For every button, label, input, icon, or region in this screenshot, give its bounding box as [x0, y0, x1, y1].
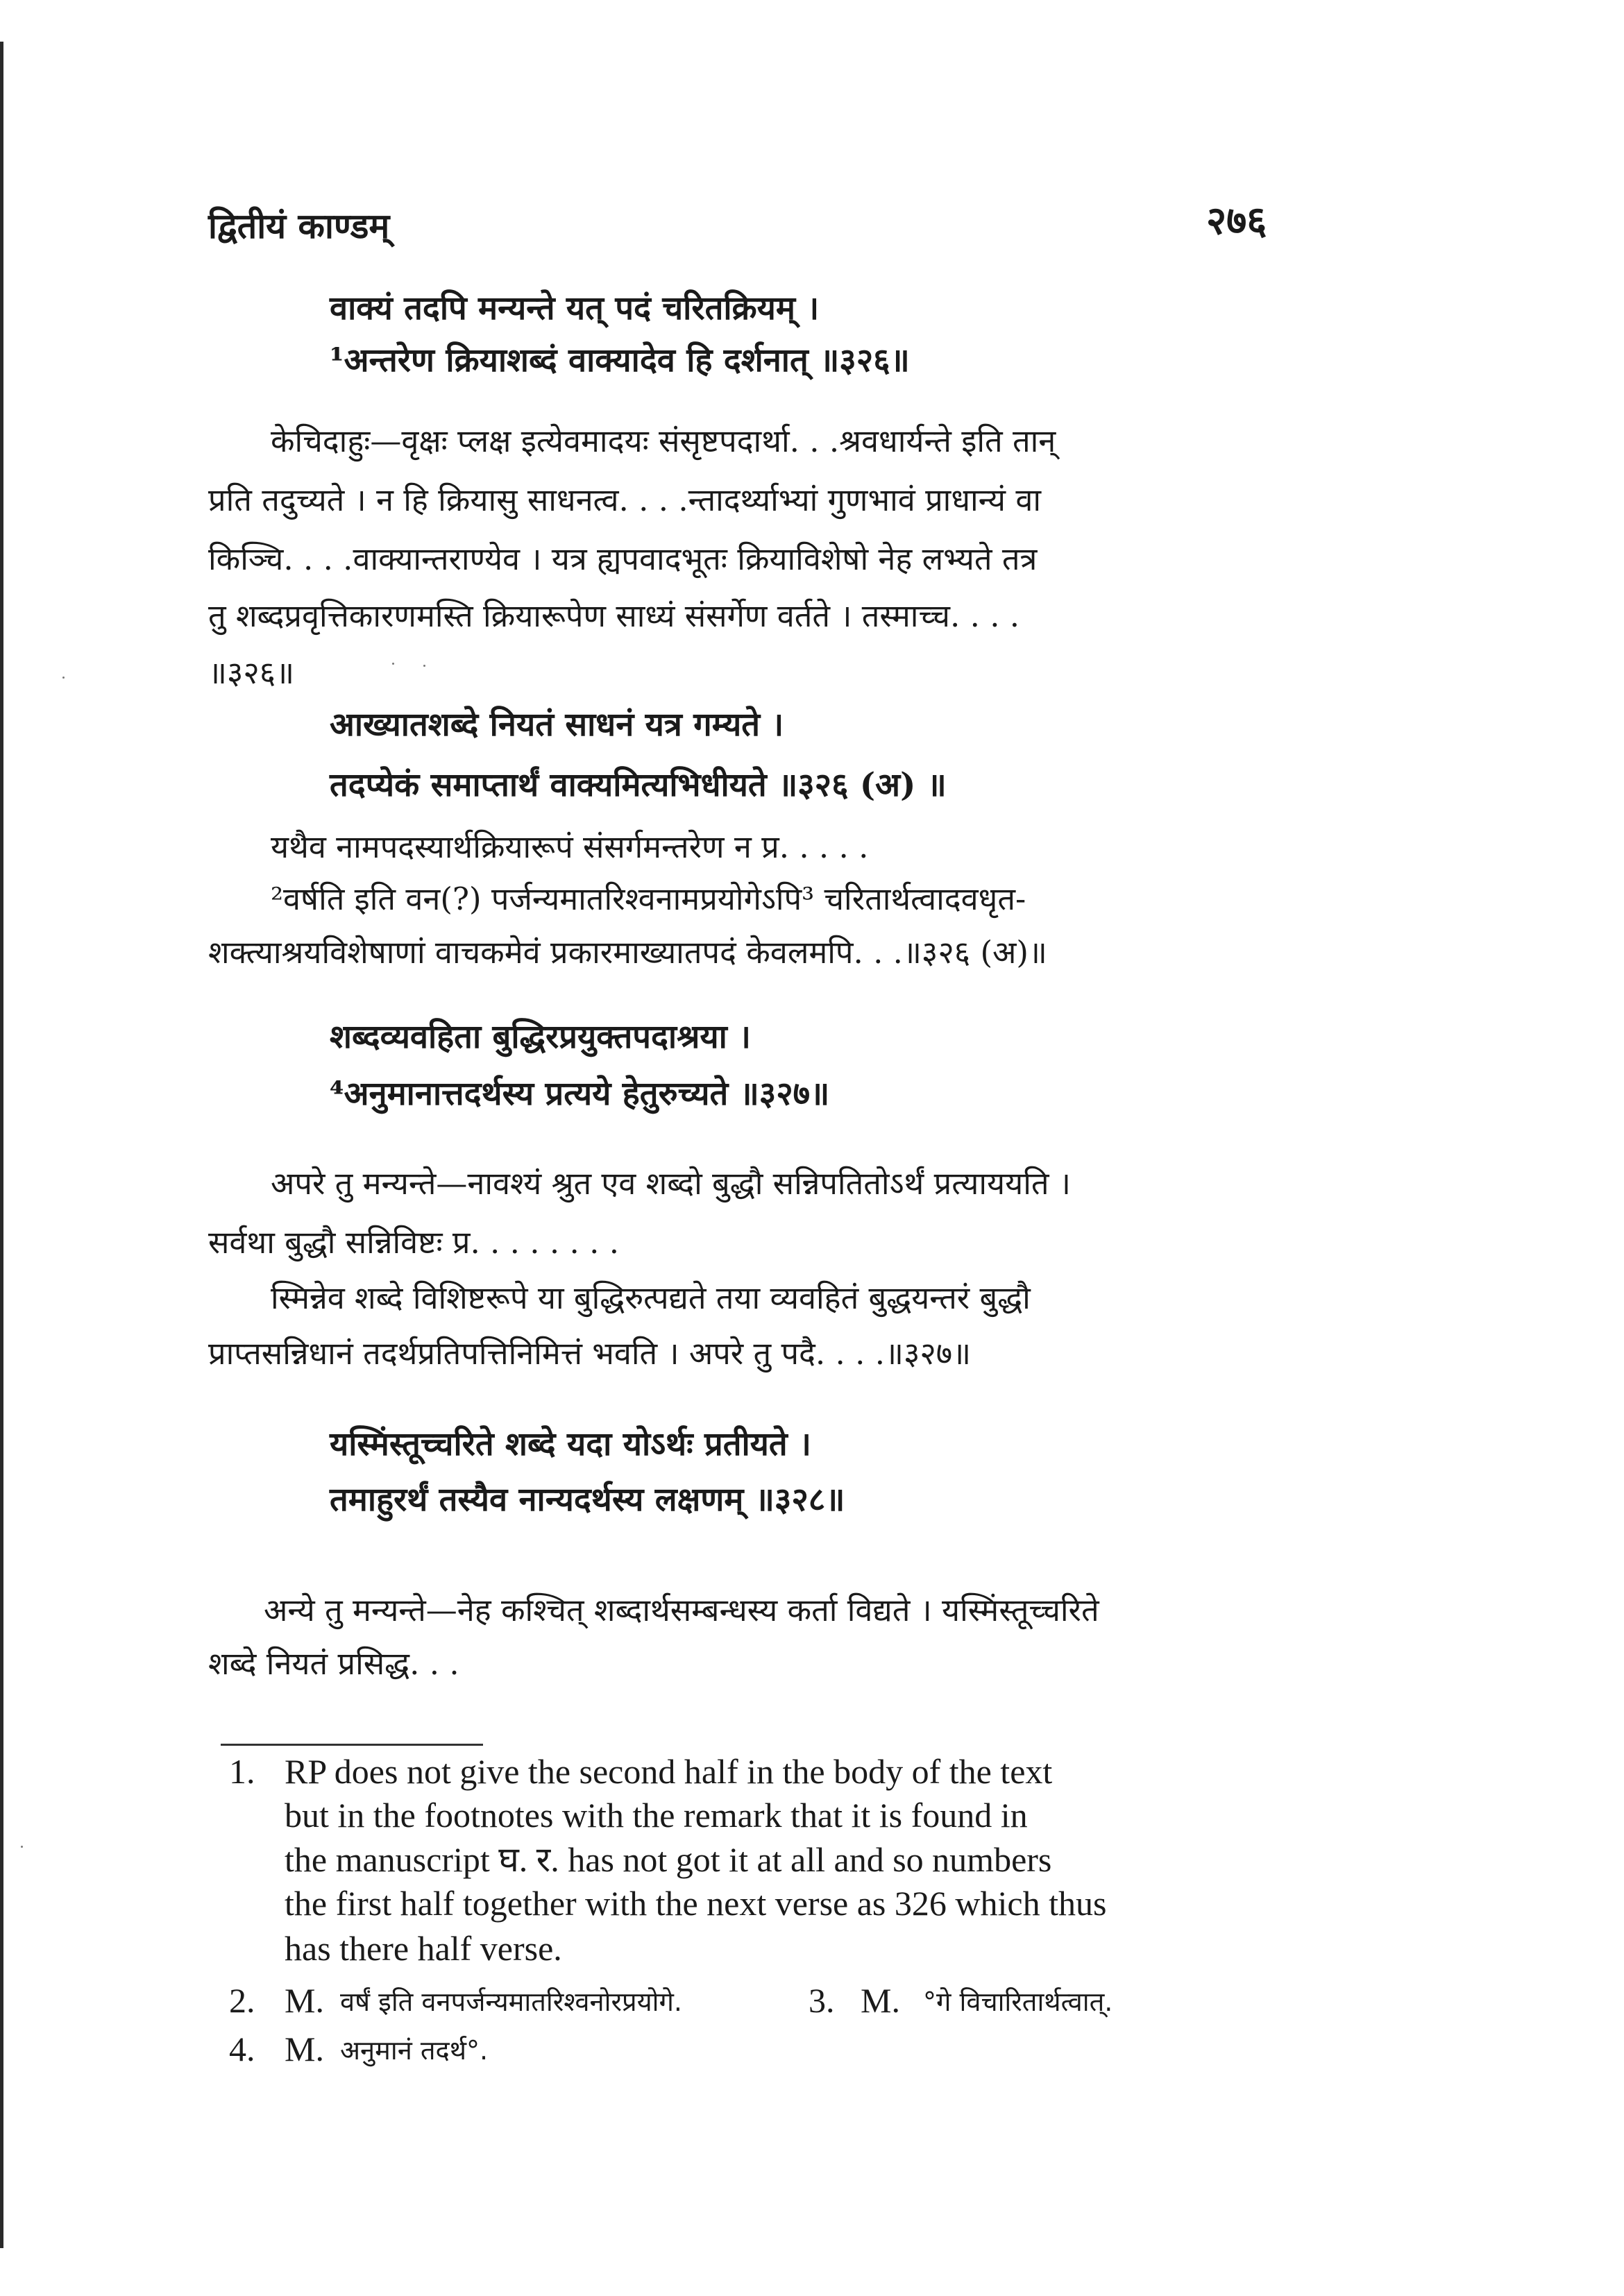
footnote-line: but in the footnotes with the remark that it is found in — [285, 1796, 1028, 1835]
verse-line: शब्दव्यवहिता बुद्धिरप्रयुक्तपदाश्रया । — [330, 1018, 751, 1056]
footnote-text: वर्षं इति वनपर्जन्यमातरिश्वनोरप्रयोगे. — [340, 1987, 682, 2017]
footnote-siglum: M. — [861, 1981, 900, 2020]
footnote-text: अनुमानं तदर्थ°. — [340, 2035, 489, 2066]
commentary-line: शब्दे नियतं प्रसिद्ध. . . — [208, 1645, 459, 1682]
verse-line: ⁴अनुमानात्तदर्थस्य प्रत्यये हेतुरुच्यते ॥३२७॥ — [330, 1075, 830, 1113]
scan-speck — [62, 677, 65, 679]
scan-speck — [423, 665, 425, 667]
commentary-line: तु शब्दप्रवृत्तिकारणमस्ति क्रियारूपेण साध्यं संसर्गेण वर्तते । तस्माच्च. . . . — [208, 597, 1020, 634]
commentary-line: यथैव नामपदस्यार्थक्रियारूपं संसर्गमन्तरेण न प्र. . . . . — [271, 828, 869, 865]
commentary-line: स्मिन्नेव शब्दे विशिष्टरूपे या बुद्धिरुत्पद्यते तया व्यवहितं बुद्धयन्तरं बुद्धौ — [271, 1279, 1031, 1316]
verse-line: तमाहुरर्थं तस्यैव नान्यदर्थस्य लक्षणम् ॥३२८॥ — [330, 1481, 845, 1519]
footnote-number: 2. — [229, 1981, 255, 2020]
footnote-number: 3. — [809, 1981, 835, 2020]
footnote-rule — [221, 1744, 483, 1746]
verse-line: तदप्येकं समाप्तार्थं वाक्यमित्यभिधीयते ॥३२६ (अ) ॥ — [330, 766, 947, 804]
footnote-text: °गे विचारितार्थत्वात्. — [923, 1987, 1113, 2017]
commentary-line: ॥३२६॥ — [208, 654, 295, 691]
commentary-line: केचिदाहुः—वृक्षः प्लक्ष इत्येवमादयः संसृष्टपदार्था. . .श्रवधार्यन्ते इति तान् — [271, 423, 1056, 459]
page-binding-edge — [0, 42, 3, 2248]
verse-line: ¹अन्तरेण क्रियाशब्दं वाक्यादेव हि दर्शनात् ॥३२६॥ — [330, 341, 910, 380]
footnote-number: 4. — [229, 2030, 255, 2068]
commentary-line: किञ्चि. . . .वाक्यान्तराण्येव । यत्र ह्यपवादभूतः क्रियाविशेषो नेह लभ्यते तत्र — [208, 541, 1038, 577]
scan-speck — [21, 1846, 23, 1848]
commentary-line: प्राप्तसन्निधानं तदर्थप्रतिपत्तिनिमित्तं भवति । अपरे तु पदै. . . .॥३२७॥ — [208, 1335, 972, 1372]
page-number: २७६ — [1206, 198, 1267, 244]
footnote-number: 1. — [229, 1752, 255, 1791]
footnote-siglum: M. — [285, 1981, 324, 2020]
commentary-line: सर्वथा बुद्धौ सन्निविष्टः प्र. . . . . . . . — [208, 1224, 620, 1261]
commentary-line: शक्त्याश्रयविशेषाणां वाचकमेवं प्रकारमाख्यातपदं केवलमपि. . .॥३२६ (अ)॥ — [208, 934, 1047, 971]
commentary-line: अपरे तु मन्यन्ते—नावश्यं श्रुत एव शब्दो बुद्धौ सन्निपतितोऽर्थं प्रत्याययति । — [271, 1165, 1071, 1202]
commentary-line: प्रति तदुच्यते । न हि क्रियासु साधनत्व. . . .न्तादर्थ्याभ्यां गुणभावं प्राधान्यं वा — [208, 482, 1042, 518]
footnote-line: the manuscript घ. र. has not got it at all and so numbers — [285, 1840, 1052, 1879]
verse-line: यस्मिंस्तूच्चरिते शब्दे यदा योऽर्थः प्रतीयते । — [330, 1425, 811, 1463]
verse-line: आख्यातशब्दे नियतं साधनं यत्र गम्यते । — [330, 706, 784, 744]
commentary-line: ²वर्षति इति वन(?) पर्जन्यमातरिश्वनामप्रयोगेऽपि³ चरितार्थत्वादवधृत- — [271, 881, 1026, 917]
footnote-line: has there half verse. — [285, 1929, 562, 1968]
scan-speck — [392, 663, 394, 665]
running-header-title: द्वितीयं काण्डम् — [208, 205, 390, 246]
footnote-siglum: M. — [285, 2030, 324, 2068]
verse-line: वाक्यं तदपि मन्यन्ते यत् पदं चरितक्रियम् । — [330, 289, 820, 328]
commentary-line: अन्ये तु मन्यन्ते—नेह कश्चित् शब्दार्थसम्बन्धस्य कर्ता विद्यते । यस्मिंस्तूच्चरिते — [264, 1592, 1099, 1629]
footnote-line: RP does not give the second half in the body of the text — [285, 1752, 1053, 1791]
footnote-line: the first half together with the next verse as 326 which thus — [285, 1884, 1107, 1923]
